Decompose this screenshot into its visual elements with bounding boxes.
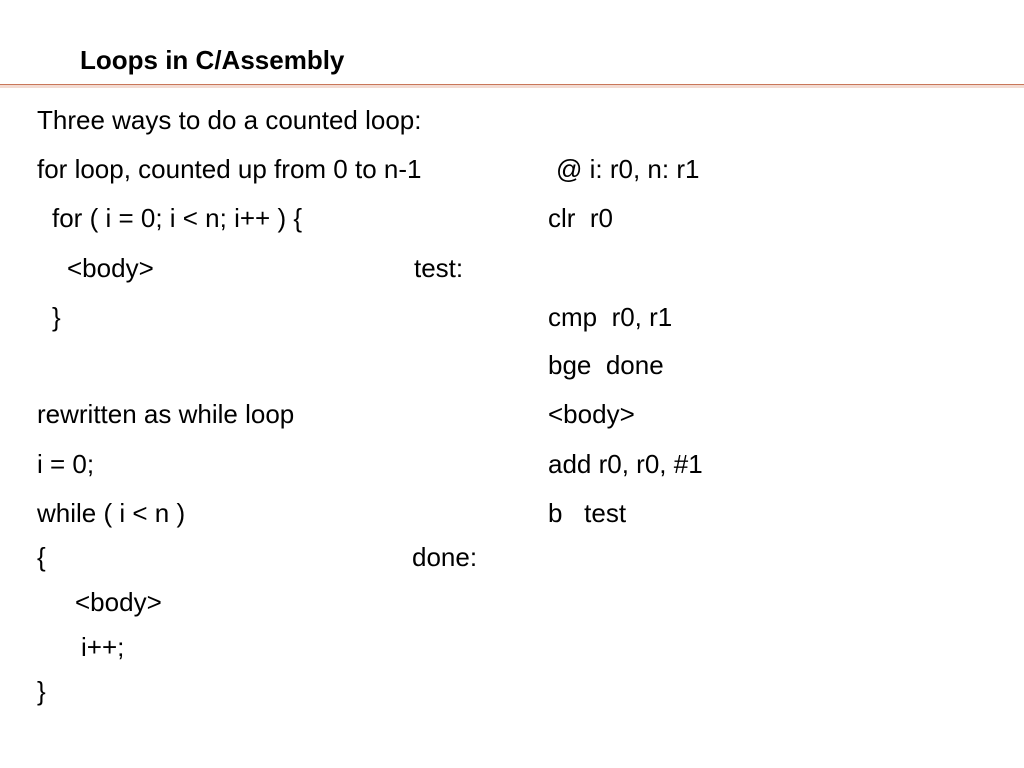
asm-add-instruction: add r0, r0, #1: [548, 449, 703, 479]
intro-text: Three ways to do a counted loop:: [37, 105, 422, 135]
asm-bge-instruction: bge done: [548, 350, 664, 380]
for-loop-body: <body>: [67, 253, 154, 283]
title-divider: [0, 84, 1024, 88]
asm-label-done: done:: [412, 542, 478, 572]
asm-body-placeholder: <body>: [548, 399, 635, 429]
while-loop-heading: rewritten as while loop: [37, 399, 295, 429]
while-body: <body>: [75, 587, 162, 617]
slide-title: Loops in C/Assembly: [80, 45, 345, 75]
asm-cmp-instruction: cmp r0, r1: [548, 302, 673, 332]
asm-clr-instruction: clr r0: [548, 203, 613, 233]
for-loop-header: for ( i = 0; i < n; i++ ) {: [52, 203, 303, 233]
for-loop-heading: for loop, counted up from 0 to n-1: [37, 154, 422, 184]
while-header: while ( i < n ): [37, 498, 186, 528]
asm-register-comment: @ i: r0, n: r1: [556, 154, 700, 184]
while-increment: i++;: [81, 632, 125, 662]
asm-branch-instruction: b test: [548, 498, 627, 528]
while-close-brace: }: [37, 676, 46, 706]
for-loop-close-brace: }: [52, 302, 61, 332]
while-open-brace: {: [37, 542, 46, 572]
asm-label-test: test:: [414, 253, 464, 283]
while-init: i = 0;: [37, 449, 95, 479]
